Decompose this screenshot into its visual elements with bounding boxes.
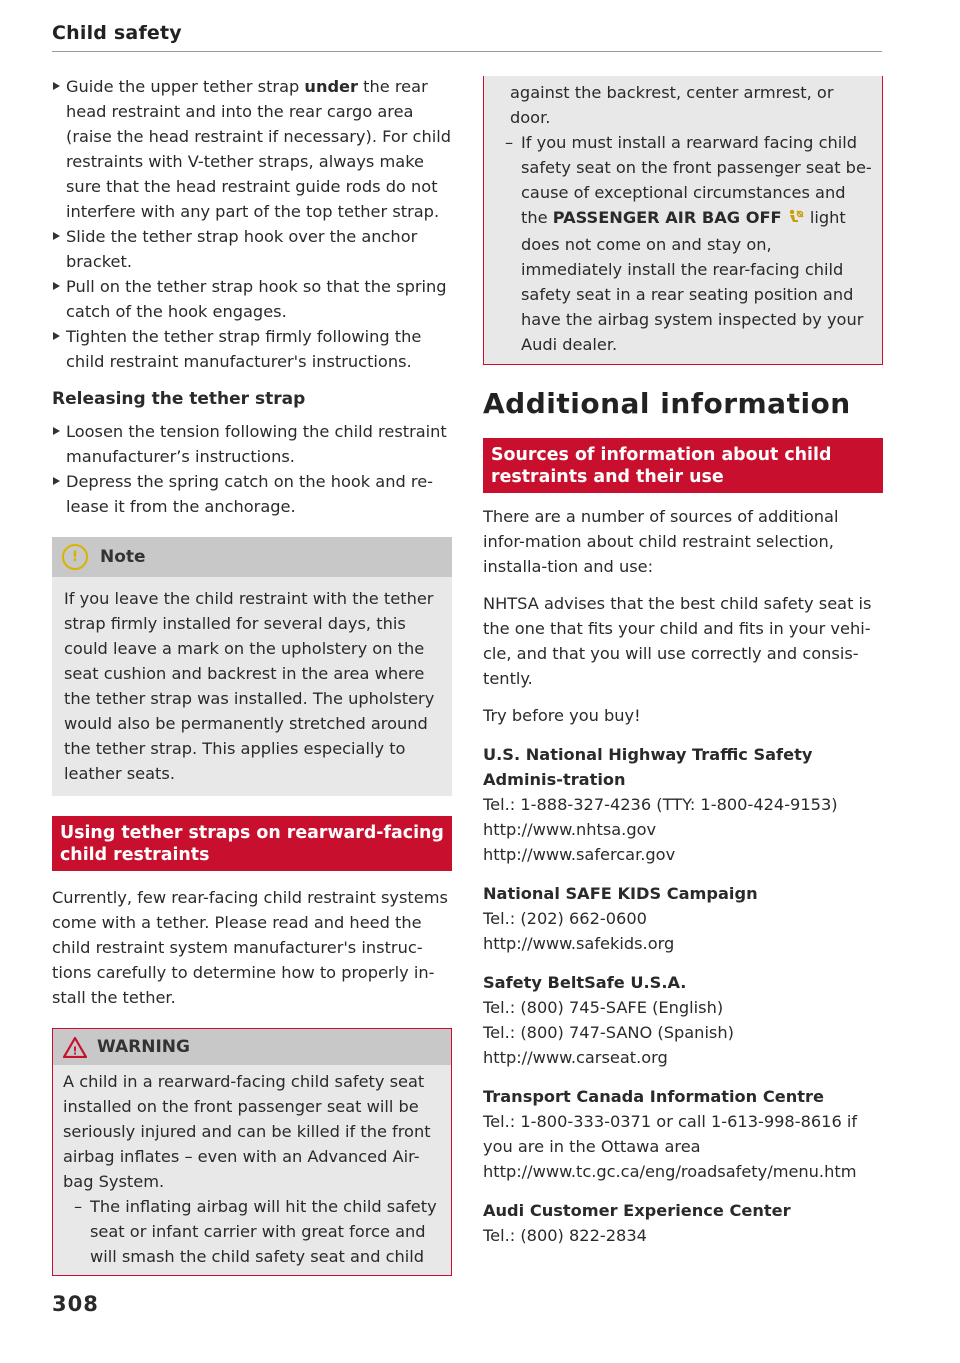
left-column: [52, 74, 452, 1316]
bullet-slide-hook: Slide the tether strap hook over the anchor bracket.: [52, 224, 452, 274]
contact-beltsafe: [483, 970, 883, 1070]
contact-link[interactable]: http://www.nhtsa.gov: [483, 820, 657, 839]
note-title: Note: [100, 547, 146, 567]
bullet-depress-catch: Depress the spring catch on the hook and re-lease it from the anchorage.: [52, 469, 452, 519]
warning-box: [52, 1028, 452, 1276]
contact-name: Audi Customer Experience Center: [483, 1201, 791, 1220]
sources-heading: Sources of information about child restraints and their use: [483, 438, 883, 493]
contact-line: Tel.: 1-888-327-4236 (TTY: 1-800-424-9153): [483, 795, 838, 814]
contact-name: Transport Canada Information Centre: [483, 1087, 824, 1106]
dash-mark: –: [74, 1197, 83, 1216]
try-before-buy: Try before you buy!: [483, 706, 641, 725]
contact-link[interactable]: http://www.carseat.org: [483, 1048, 668, 1067]
contact-line: Tel.: (800) 745-SAFE (English): [483, 998, 724, 1017]
contact-transport-canada: [483, 1084, 883, 1184]
bullet-tighten-strap: Tighten the tether strap firmly following the child restraint manufacturer's instructions.: [52, 324, 452, 374]
warning-body: [53, 1065, 451, 1275]
warning-header: [53, 1029, 451, 1065]
contact-audi: [483, 1198, 883, 1248]
airbag-off-icon: [787, 207, 805, 232]
contact-line: Tel.: 1-800-333-0371 or call 1-613-998-8616 if you are in the Ottawa area: [483, 1112, 858, 1156]
releasing-heading: Releasing the tether strap: [52, 389, 306, 409]
warning-title: WARNING: [97, 1037, 190, 1057]
contact-name: National SAFE KIDS Campaign: [483, 884, 758, 903]
section-title: Child safety: [52, 22, 182, 44]
warning-cont-dash-item: – If you must install a rearward facing child safety seat on the front passenger seat be-cause of exceptional circumstances and the PASSENGER AIR BAG OFF light does not come on and stay on, immediately install the rear-facing child safety seat in a rear seating position and have the airbag system inspected by your Audi dealer.: [494, 130, 872, 357]
contact-line: Tel.: (800) 747-SANO (Spanish): [483, 1023, 734, 1042]
contact-name: Safety BeltSafe U.S.A.: [483, 973, 687, 992]
note-header: [52, 537, 452, 577]
page-number: 308: [52, 1292, 99, 1316]
sources-intro: There are a number of sources of additional infor-mation about child restraint selection, installa-tion and use:: [483, 507, 839, 576]
header-divider: [52, 51, 882, 52]
warning-cont-text: against the backrest, center armrest, or door.: [510, 83, 834, 127]
contact-safe-kids: [483, 881, 883, 956]
bullet-guide-tether: Guide the upper tether strap under the rear head restraint and into the rear cargo area (raise the head restraint if necessary). For child restraints with V-tether straps, always make sure that the head restraint guide rods do not interfere with any part of the top tether strap.: [52, 74, 452, 224]
warning-text: A child in a rearward-facing child safety seat installed on the front passenger seat will be seriously injured and can be killed if the front airbag inflates – even with an Advanced Air-bag System.: [63, 1072, 431, 1191]
rearward-heading: Using tether straps on rearward-facing child restraints: [52, 816, 452, 871]
dash-mark: –: [505, 133, 514, 152]
contact-line: Tel.: (800) 822-2834: [483, 1226, 647, 1245]
contact-link[interactable]: http://www.tc.gc.ca/eng/roadsafety/menu.htm: [483, 1162, 857, 1181]
nhtsa-advice: NHTSA advises that the best child safety seat is the one that fits your child and fits in your vehi-cle, and that you will use correctly and consis-tently.: [483, 594, 872, 688]
bullet-pull-hook: Pull on the tether strap hook so that the spring catch of the hook engages.: [52, 274, 452, 324]
warning-icon-mark: !: [72, 1044, 78, 1057]
contact-link[interactable]: http://www.safekids.org: [483, 934, 675, 953]
bullet-loosen-tension: Loosen the tension following the child restraint manufacturer’s instructions.: [52, 419, 452, 469]
contact-name: U.S. National Highway Traffic Safety Adminis-tration: [483, 745, 813, 789]
page-header: [52, 22, 882, 44]
contact-line: Tel.: (202) 662-0600: [483, 909, 647, 928]
note-body: If you leave the child restraint with the tether strap firmly installed for several days, this could leave a mark on the upholstery on the seat cushion and backrest in the area where the tether strap was installed. The upholstery would also be permanently stretched around the tether strap. This applies especially to leather seats.: [64, 589, 435, 783]
additional-info-heading: Additional information: [483, 387, 851, 420]
warning-dash-item: – The inflating airbag will hit the child safety seat or infant carrier with great force and will smash the child safety seat and child: [63, 1194, 441, 1269]
rearward-body: Currently, few rear-facing child restraint systems come with a tether. Please read and heed the child restraint system manufacturer's instruc-tions carefully to determine how to properly in-stall the tether.: [52, 888, 448, 1007]
contact-nhtsa: [483, 742, 883, 867]
contact-link[interactable]: http://www.safercar.gov: [483, 845, 676, 864]
warning-triangle-icon: [63, 1037, 87, 1058]
warning-continued-box: [483, 76, 883, 365]
right-column: [483, 76, 883, 1248]
note-box: [52, 537, 452, 796]
info-exclamation-icon: !: [62, 544, 88, 570]
